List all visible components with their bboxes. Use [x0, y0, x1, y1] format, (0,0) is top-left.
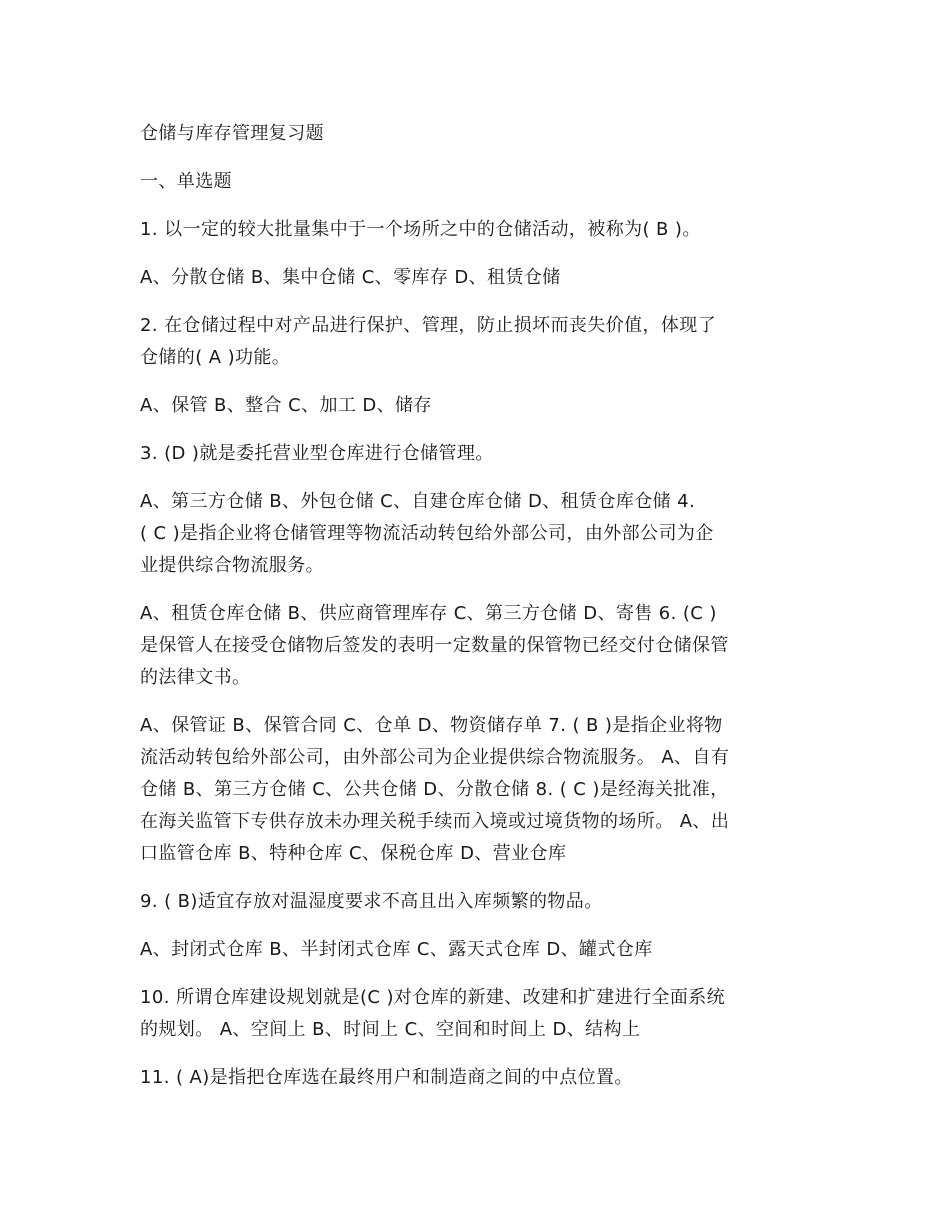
text-line: 口监管仓库 B、特种仓库 C、保税仓库 D、营业仓库 [140, 843, 567, 864]
text-line: 11. ( A)是指把仓库选在最终用户和制造商之间的中点位置。 [140, 1067, 633, 1088]
text-line: 的规划。 A、空间上 B、时间上 C、空间和时间上 D、结构上 [140, 1019, 641, 1040]
text-line: A、保管 B、整合 C、加工 D、储存 [140, 395, 432, 416]
text-line: 3. (D )就是委托营业型仓库进行仓储管理。 [140, 443, 494, 464]
text-line: 流活动转包给外部公司，由外部公司为企业提供综合物流服务。 A、自有 [140, 747, 730, 768]
question-paragraph [140, 1062, 820, 1094]
text-line: A、租赁仓库仓储 B、供应商管理库存 C、第三方仓储 D、寄售 6. (C ) [140, 603, 717, 624]
question-paragraph [140, 886, 820, 918]
text-line: 仓储的( A )功能。 [140, 347, 291, 368]
text-line: A、封闭式仓库 B、半封闭式仓库 C、露天式仓库 D、罐式仓库 [140, 939, 653, 960]
text-line: A、保管证 B、保管合同 C、仓单 D、物资储存单 7. ( B )是指企业将物 [140, 715, 723, 736]
question-paragraph [140, 934, 820, 966]
text-line: A、分散仓储 B、集中仓储 C、零库存 D、租赁仓储 [140, 267, 561, 288]
text-line: 业提供综合物流服务。 [140, 555, 324, 576]
question-paragraph [140, 310, 820, 374]
text-line: 2. 在仓储过程中对产品进行保护、管理，防止损坏而丧失价值，体现了 [140, 315, 717, 336]
text-line: 的法律文书。 [140, 667, 251, 688]
question-paragraph [140, 486, 820, 582]
question-list [140, 214, 820, 1094]
question-paragraph [140, 982, 820, 1046]
question-paragraph [140, 438, 820, 470]
text-line: 在海关监管下专供存放未办理关税手续而入境或过境货物的场所。 A、出 [140, 811, 730, 832]
document-title: 仓储与库存管理复习题 [140, 123, 324, 144]
text-line: 10. 所谓仓库建设规划就是(C )对仓库的新建、改建和扩建进行全面系统 [140, 987, 726, 1008]
text-line: 是保管人在接受仓储物后签发的表明一定数量的保管物已经交付仓储保管 [140, 635, 729, 656]
section-heading: 一、单选题 [140, 171, 232, 192]
question-paragraph [140, 710, 820, 870]
document-page [140, 118, 820, 1110]
question-paragraph [140, 390, 820, 422]
question-paragraph [140, 262, 820, 294]
text-line: 仓储 B、第三方仓储 C、公共仓储 D、分散仓储 8. ( C )是经海关批准， [140, 779, 729, 800]
question-paragraph [140, 214, 820, 246]
text-line: ( C )是指企业将仓储管理等物流活动转包给外部公司，由外部公司为企 [140, 523, 714, 544]
question-paragraph [140, 598, 820, 694]
text-line: 9. ( B)适宜存放对温湿度要求不高且出入库频繁的物品。 [140, 891, 603, 912]
text-line: A、第三方仓储 B、外包仓储 C、自建仓库仓储 D、租赁仓库仓储 4. [140, 491, 696, 512]
text-line: 1. 以一定的较大批量集中于一个场所之中的仓储活动，被称为( B )。 [140, 219, 701, 240]
